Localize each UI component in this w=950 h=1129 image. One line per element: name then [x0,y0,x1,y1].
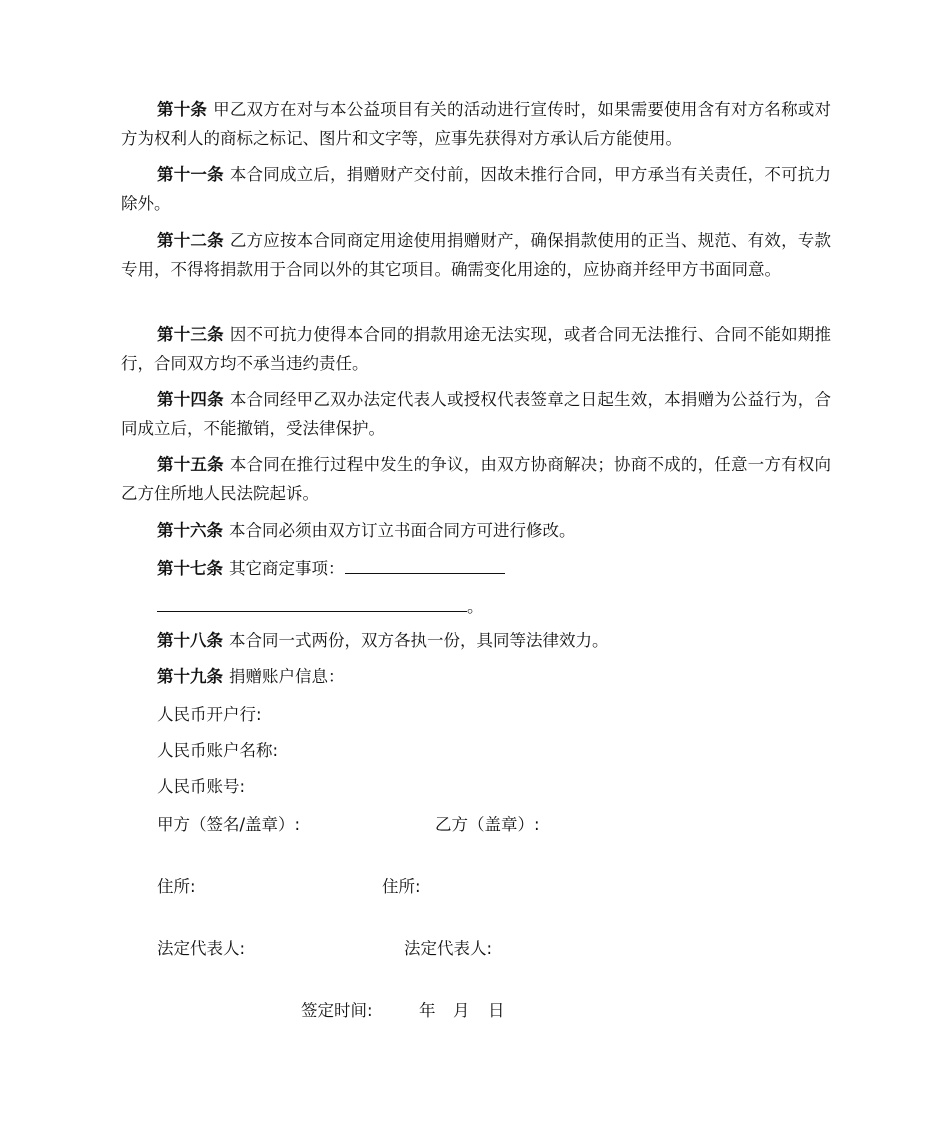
signing-date-month: 月 [453,1001,470,1020]
article-11-heading: 第十一条 [157,165,224,184]
article-17 [157,553,505,583]
party-b-address-label: 住所: [382,877,421,896]
account-bank-label: 人民币开户行: [157,705,262,724]
article-10-heading: 第十条 [157,100,208,119]
article-15-text: 本合同在推行过程中发生的争议，由双方协商解决；协商不成的，任意一方有权向乙方住所地人民法院起诉。 [121,455,832,503]
account-number-label: 人民币账号: [157,777,246,796]
article-18-text: 本合同一式两份，双方各执一份，具同等法律效力。 [229,631,609,650]
account-name-label: 人民币账户名称: [157,741,279,760]
article-18-heading: 第十八条 [157,631,223,650]
article-15-heading: 第十五条 [157,455,224,474]
party-a-address-label: 住所: [157,877,196,896]
signing-date-day: 日 [488,1001,505,1020]
article-14-heading: 第十四条 [157,390,224,409]
article-16-heading: 第十六条 [157,521,223,540]
article-12 [121,226,831,284]
article-15 [121,450,831,508]
article-17-continuation [157,591,484,621]
article-17-end-mark: 。 [467,597,484,616]
signing-date-label: 签定时间: [301,1001,373,1020]
party-a-signature-label: 甲方（签名/盖章）: [157,815,301,834]
article-10-text: 甲乙双方在对与本公益项目有关的活动进行宣传时，如果需要使用含有对方名称或对方为权利人的商标之标记、图片和文字等，应事先获得对方承认后方能使用。 [121,100,832,148]
party-b-signature-label: 乙方（盖章）: [435,815,540,834]
article-16 [157,516,576,545]
party-a-representative-label: 法定代表人: [157,939,246,958]
article-14 [121,385,831,443]
article-17-text: 其它商定事项： [229,559,345,578]
article-13-heading: 第十三条 [157,325,224,344]
article-19 [157,662,345,691]
article-13-text: 因不可抗力使得本合同的捐款用途无法实现，或者合同无法推行、合同不能如期推行，合同双方均不承当违约责任。 [121,325,832,373]
article-17-blank-line [345,553,505,574]
article-10 [121,95,831,153]
article-14-text: 本合同经甲乙双办法定代表人或授权代表签章之日起生效，本捐赠为公益行为，合同成立后，不能撤销，受法律保护。 [121,390,832,438]
article-17-heading: 第十七条 [157,559,223,578]
article-17-blank-line-2 [157,591,467,612]
article-16-text: 本合同必须由双方订立书面合同方可进行修改。 [229,521,576,540]
article-11 [121,160,831,218]
article-13 [121,320,831,378]
party-b-representative-label: 法定代表人: [404,939,493,958]
article-12-text: 乙方应按本合同商定用途使用捐赠财产，确保捐款使用的正当、规范、有效，专款专用，不得将捐款用于合同以外的其它项目。确需变化用途的，应协商并经甲方书面同意。 [121,231,832,279]
article-12-heading: 第十二条 [157,231,224,250]
article-18 [157,626,609,655]
article-19-text: 捐赠账户信息： [229,667,345,686]
article-11-text: 本合同成立后，捐赠财产交付前，因故未推行合同，甲方承当有关责任，不可抗力除外。 [121,165,832,213]
article-19-heading: 第十九条 [157,667,223,686]
signing-date-year: 年 [419,1001,436,1020]
